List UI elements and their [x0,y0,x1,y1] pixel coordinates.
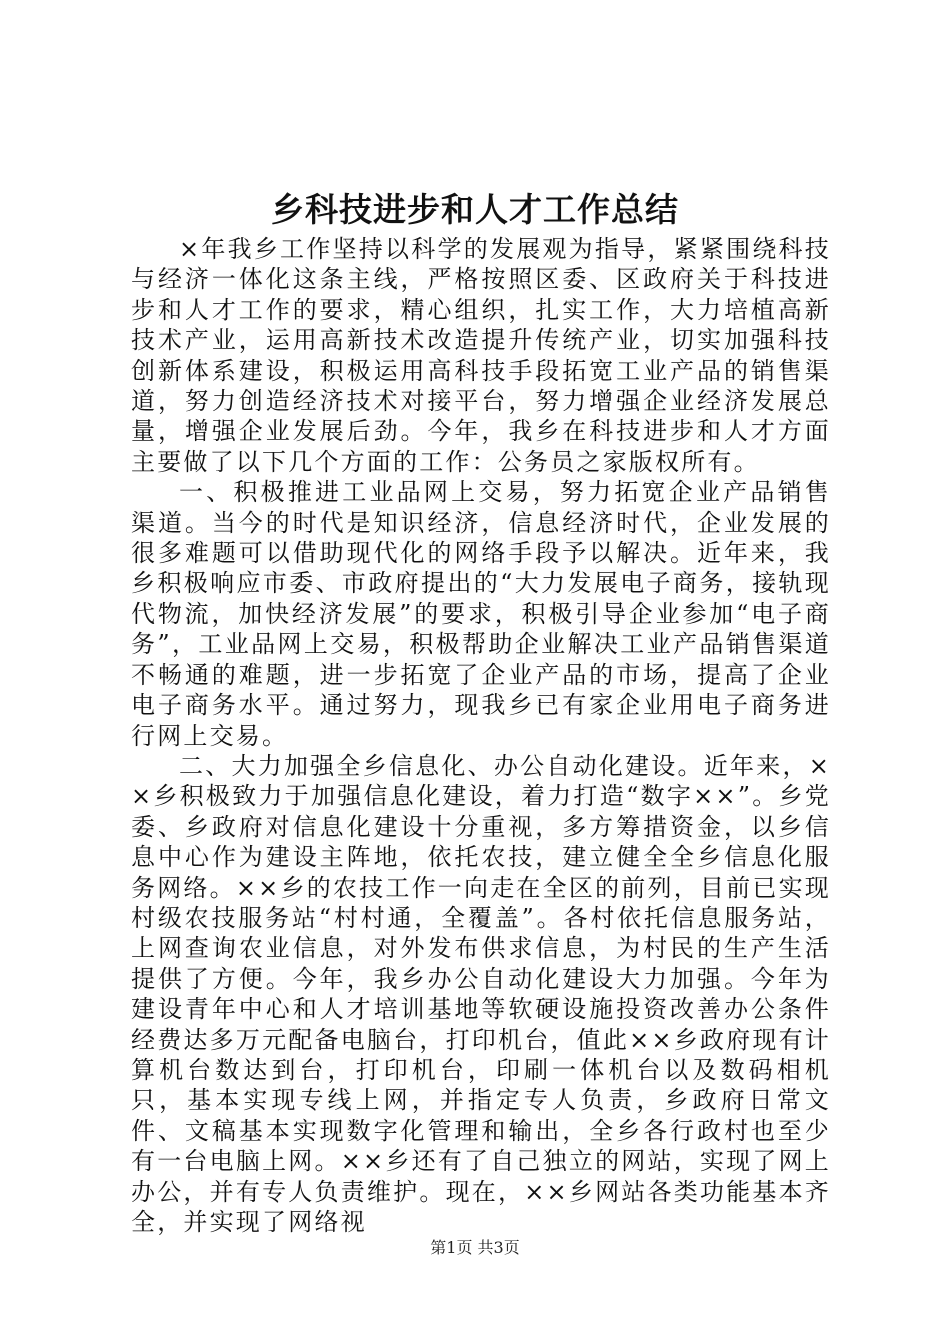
paragraph-intro: ×年我乡工作坚持以科学的发展观为指导，紧紧围绕科技与经济一体化这条主线，严格按照区委、区政府关于科技进步和人才工作的要求，精心组织，扎实工作，大力培植高新技术产业，运用高新技术改造提升传统产业，切实加强科技创新体系建设，积极运用高科技手段拓宽工业产品的销售渠道，努力创造经济技术对接平台，努力增强企业经济发展总量，增强企业发展后劲。今年，我乡在科技进步和人才方面主要做了以下几个方面的工作：公务员之家版权所有。 [131,235,831,476]
paragraph-section-2: 二、大力加强全乡信息化、办公自动化建设。近年来，××乡积极致力于加强信息化建设，着力打造“数字××”。乡党委、乡政府对信息化建设十分重视，多方筹措资金，以乡信息中心作为建设主阵地，依托农技，建立健全全乡信息化服务网络。××乡的农技工作一向走在全区的前列，目前已实现村级农技服务站“村村通，全覆盖”。各村依托信息服务站，上网查询农业信息，对外发布供求信息，为村民的生产生活提供了方便。今年，我乡办公自动化建设大力加强。今年为建设青年中心和人才培训基地等软硬设施投资改善办公条件经费达多万元配备电脑台，打印机台，值此××乡政府现有计算机台数达到台，打印机台，印刷一体机台以及数码相机只，基本实现专线上网，并指定专人负责，乡政府日常文件、文稿基本实现数字化管理和输出，全乡各行政村也至少有一台电脑上网。××乡还有了自己独立的网站，实现了网上办公，并有专人负责维护。现在，××乡网站各类功能基本齐全，并实现了网络视 [131,751,831,1236]
page-number-footer: 第1页 共3页 [430,1238,520,1257]
paragraph-section-1: 一、积极推进工业品网上交易，努力拓宽企业产品销售渠道。当今的时代是知识经济，信息经济时代，企业发展的很多难题可以借助现代化的网络手段予以解决。近年来，我乡积极响应市委、市政府提出的“大力发展电子商务，接轨现代物流，加快经济发展”的要求，积极引导企业参加“电子商务”，工业品网上交易，积极帮助企业解决工业产品销售渠道不畅通的难题，进一步拓宽了企业产品的市场，提高了企业电子商务水平。通过努力，现我乡已有家企业用电子商务进行网上交易。 [131,478,831,750]
document-title: 乡科技进步和人才工作总结 [271,190,679,229]
document-body [131,234,831,1237]
